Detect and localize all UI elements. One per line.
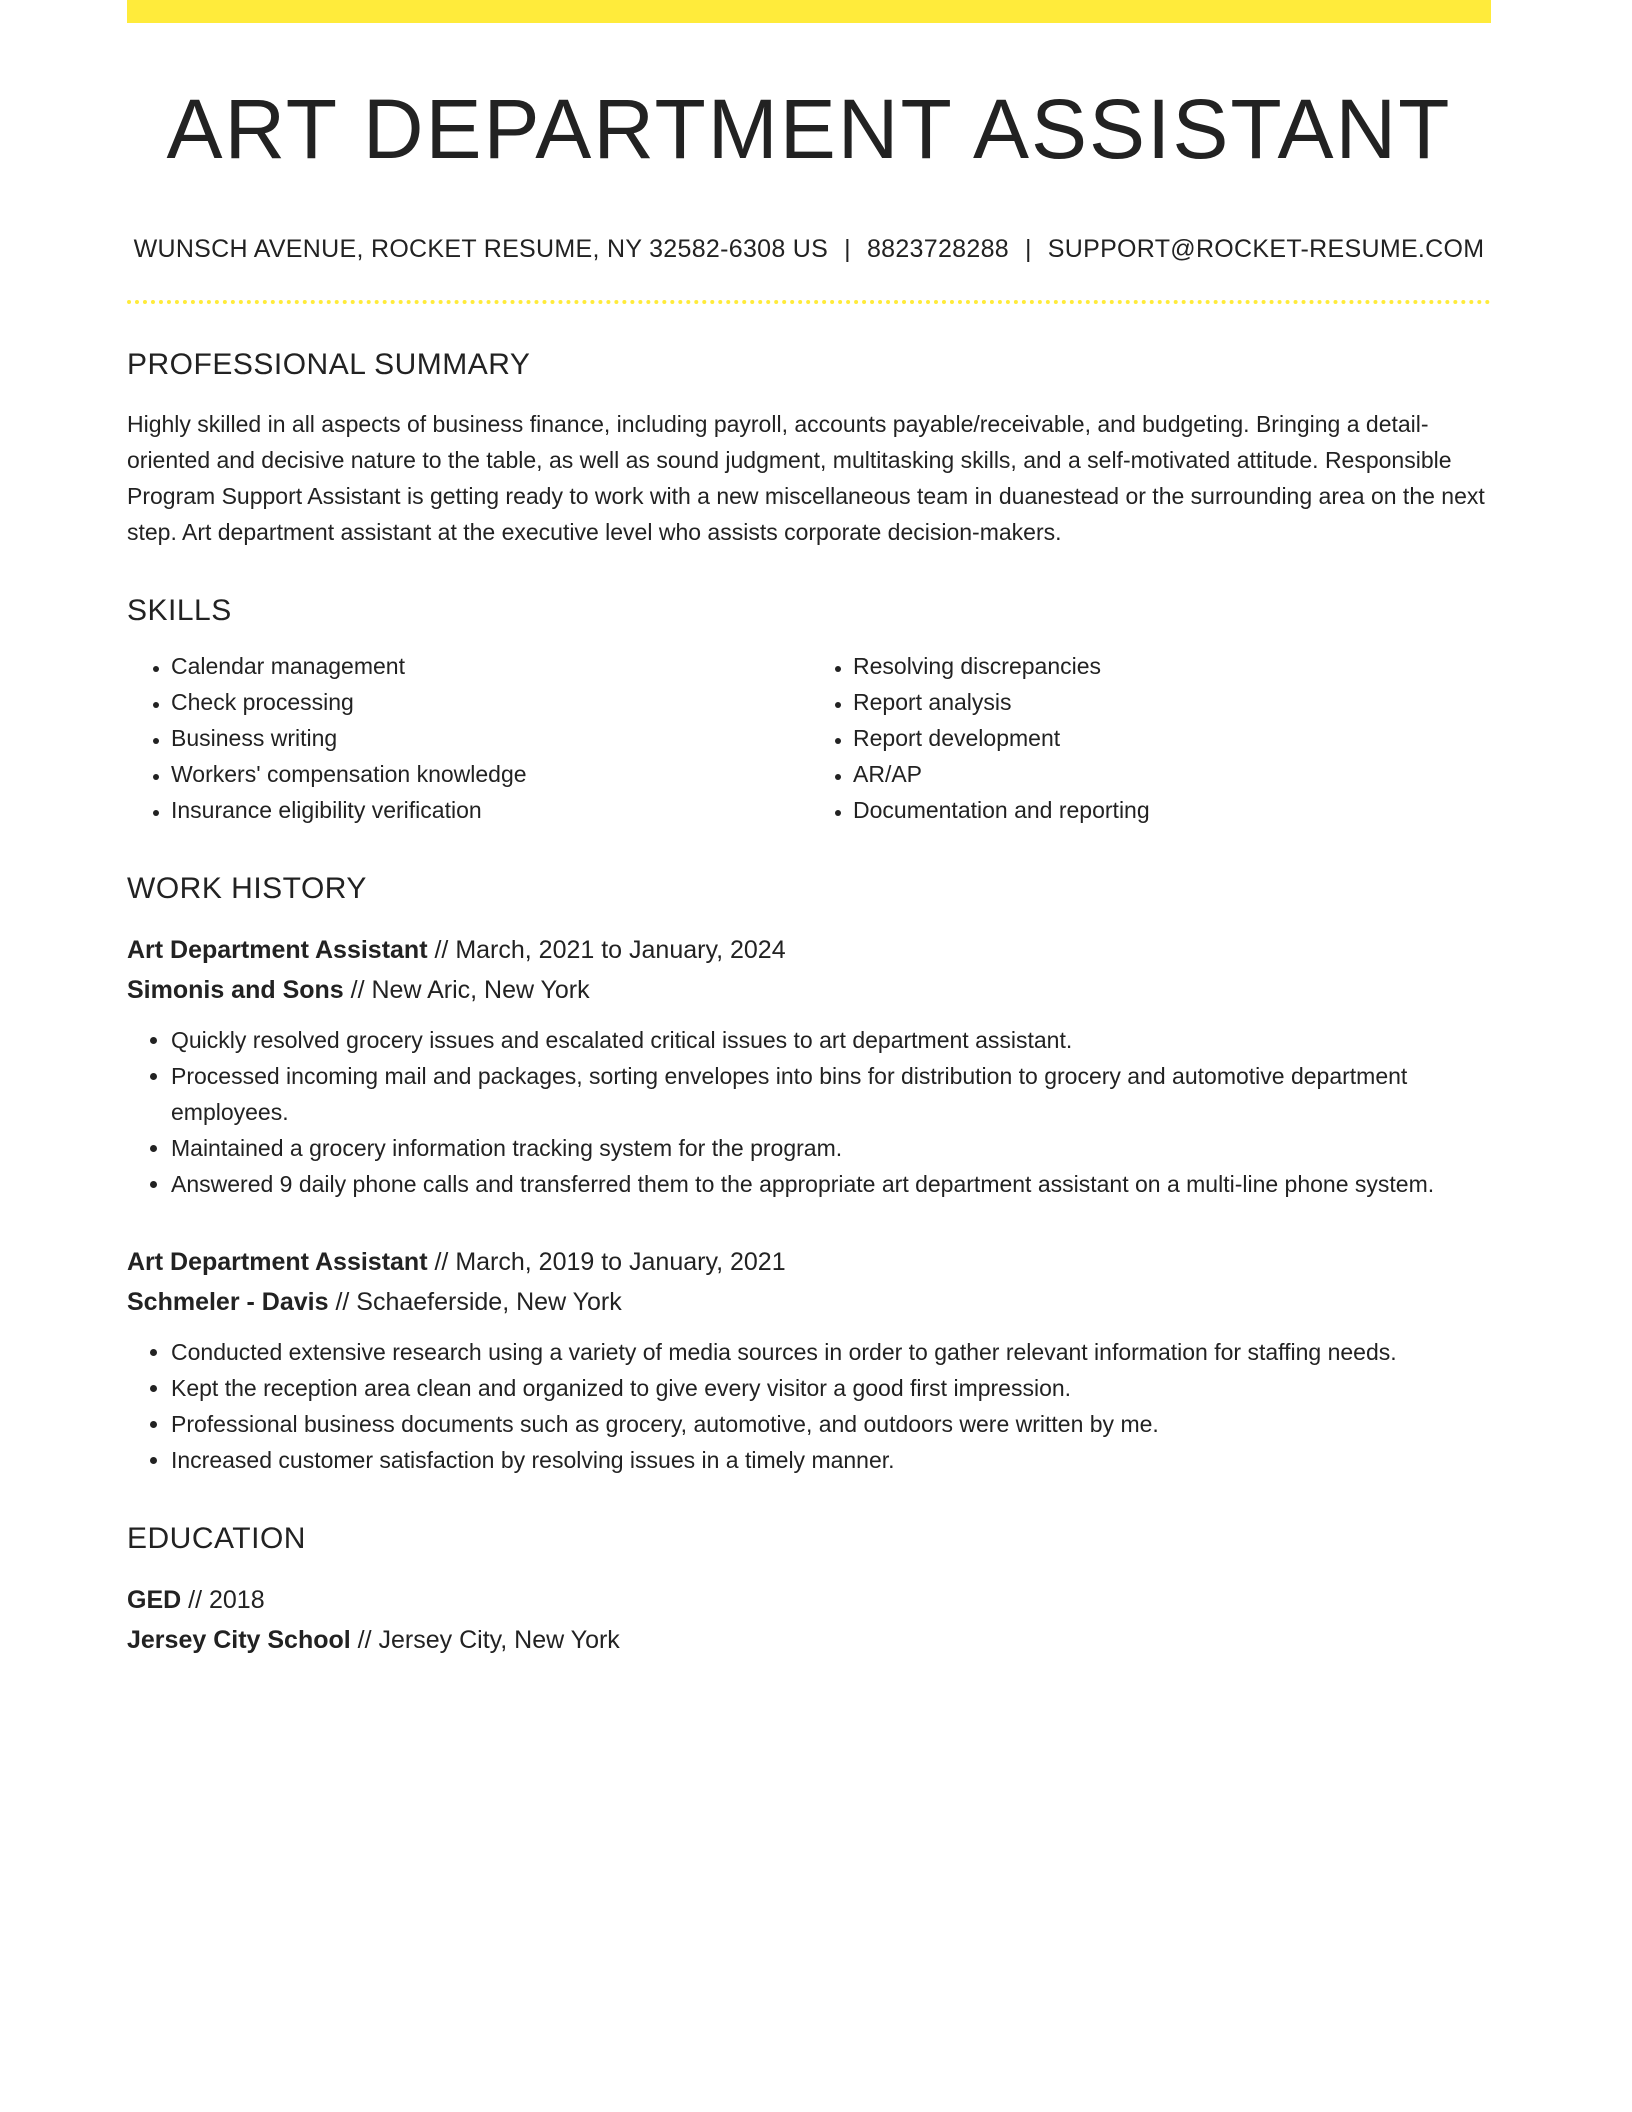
job-company-line bbox=[127, 1282, 1491, 1322]
job-bullet: • Maintained a grocery information tracking system for the program. bbox=[171, 1130, 1491, 1166]
job-role: Art Department Assistant bbox=[127, 1248, 428, 1277]
job-entry bbox=[127, 1242, 1491, 1478]
job-dates: // March, 2021 to January, 2024 bbox=[434, 936, 786, 965]
contact-separator: | bbox=[1024, 235, 1032, 264]
work-history-heading: WORK HISTORY bbox=[127, 872, 367, 906]
skill-item: • Check processing bbox=[171, 684, 809, 720]
contact-separator: | bbox=[844, 235, 851, 264]
education-degree: GED bbox=[127, 1586, 182, 1615]
job-bullet: • Kept the reception area clean and organized to give every visitor a good first impression. bbox=[171, 1370, 1491, 1406]
job-bullet: • Conducted extensive research using a variety of media sources in order to gather relevant information for staffing needs. bbox=[171, 1334, 1491, 1370]
resume-page bbox=[127, 0, 1491, 1660]
skill-item: • Report development bbox=[853, 720, 1491, 756]
education-school: Jersey City School bbox=[127, 1626, 351, 1655]
accent-top-bar bbox=[127, 0, 1491, 23]
skill-item: • AR/AP bbox=[853, 756, 1491, 792]
dotted-divider bbox=[127, 300, 1491, 304]
job-bullet: • Increased customer satisfaction by resolving issues in a timely manner. bbox=[171, 1442, 1491, 1478]
resume-name: ART DEPARTMENT ASSISTANT bbox=[166, 82, 1452, 176]
job-bullets bbox=[127, 1334, 1491, 1478]
skills-column-left bbox=[127, 648, 809, 828]
education-entry bbox=[127, 1580, 1491, 1660]
job-dates: // March, 2019 to January, 2021 bbox=[434, 1248, 786, 1277]
contact-phone[interactable]: 8823728288 bbox=[866, 235, 1009, 264]
contact-line bbox=[127, 235, 1491, 264]
contact-address: WUNSCH AVENUE, ROCKET RESUME, NY 32582-6308 US bbox=[133, 235, 829, 264]
job-bullet: • Professional business documents such as grocery, automotive, and outdoors were written by me. bbox=[171, 1406, 1491, 1442]
job-bullets bbox=[127, 1022, 1491, 1202]
job-location: // New Aric, New York bbox=[350, 976, 590, 1005]
education-degree-line bbox=[127, 1580, 1491, 1620]
skills-heading: SKILLS bbox=[127, 594, 232, 628]
skill-item: • Calendar management bbox=[171, 648, 809, 684]
skill-item: • Insurance eligibility verification bbox=[171, 792, 809, 828]
job-company-line bbox=[127, 970, 1491, 1010]
job-bullet: • Processed incoming mail and packages, sorting envelopes into bins for distribution to grocery and automotive department employees. bbox=[171, 1058, 1491, 1130]
job-title-line bbox=[127, 1242, 1491, 1282]
job-title-line bbox=[127, 930, 1491, 970]
education-school-line bbox=[127, 1620, 1491, 1660]
skill-item: • Resolving discrepancies bbox=[853, 648, 1491, 684]
job-bullet: • Answered 9 daily phone calls and transferred them to the appropriate art department assistant on a multi-line phone system. bbox=[171, 1166, 1491, 1202]
skill-item: • Business writing bbox=[171, 720, 809, 756]
summary-text: Highly skilled in all aspects of business finance, including payroll, accounts payable/receivable, and budgeting. Bringing a detail-oriented and decisive nature to the table, as well as sound judgment, multitasking skills, and a self-motivated attitude. Responsible Program Support Assistant is getting ready to work with a new miscellaneous team in duanestead or the surrounding area on the next step. Art department assistant at the executive level who assists corporate decision-makers. bbox=[127, 411, 1485, 546]
skills-list bbox=[127, 648, 1491, 828]
job-company: Simonis and Sons bbox=[127, 976, 344, 1005]
skill-item: • Report analysis bbox=[853, 684, 1491, 720]
job-entry bbox=[127, 930, 1491, 1202]
job-location: // Schaeferside, New York bbox=[335, 1288, 622, 1317]
education-year: // 2018 bbox=[188, 1586, 265, 1615]
skill-item: • Documentation and reporting bbox=[853, 792, 1491, 828]
skill-item: • Workers' compensation knowledge bbox=[171, 756, 809, 792]
education-location: // Jersey City, New York bbox=[357, 1626, 620, 1655]
contact-email[interactable]: SUPPORT@ROCKET-RESUME.COM bbox=[1047, 235, 1485, 264]
job-role: Art Department Assistant bbox=[127, 936, 428, 965]
skills-column-right bbox=[809, 648, 1491, 828]
job-company: Schmeler - Davis bbox=[127, 1288, 329, 1317]
education-heading: EDUCATION bbox=[127, 1522, 306, 1556]
summary-heading: PROFESSIONAL SUMMARY bbox=[127, 348, 531, 382]
job-bullet: • Quickly resolved grocery issues and escalated critical issues to art department assistant. bbox=[171, 1022, 1491, 1058]
